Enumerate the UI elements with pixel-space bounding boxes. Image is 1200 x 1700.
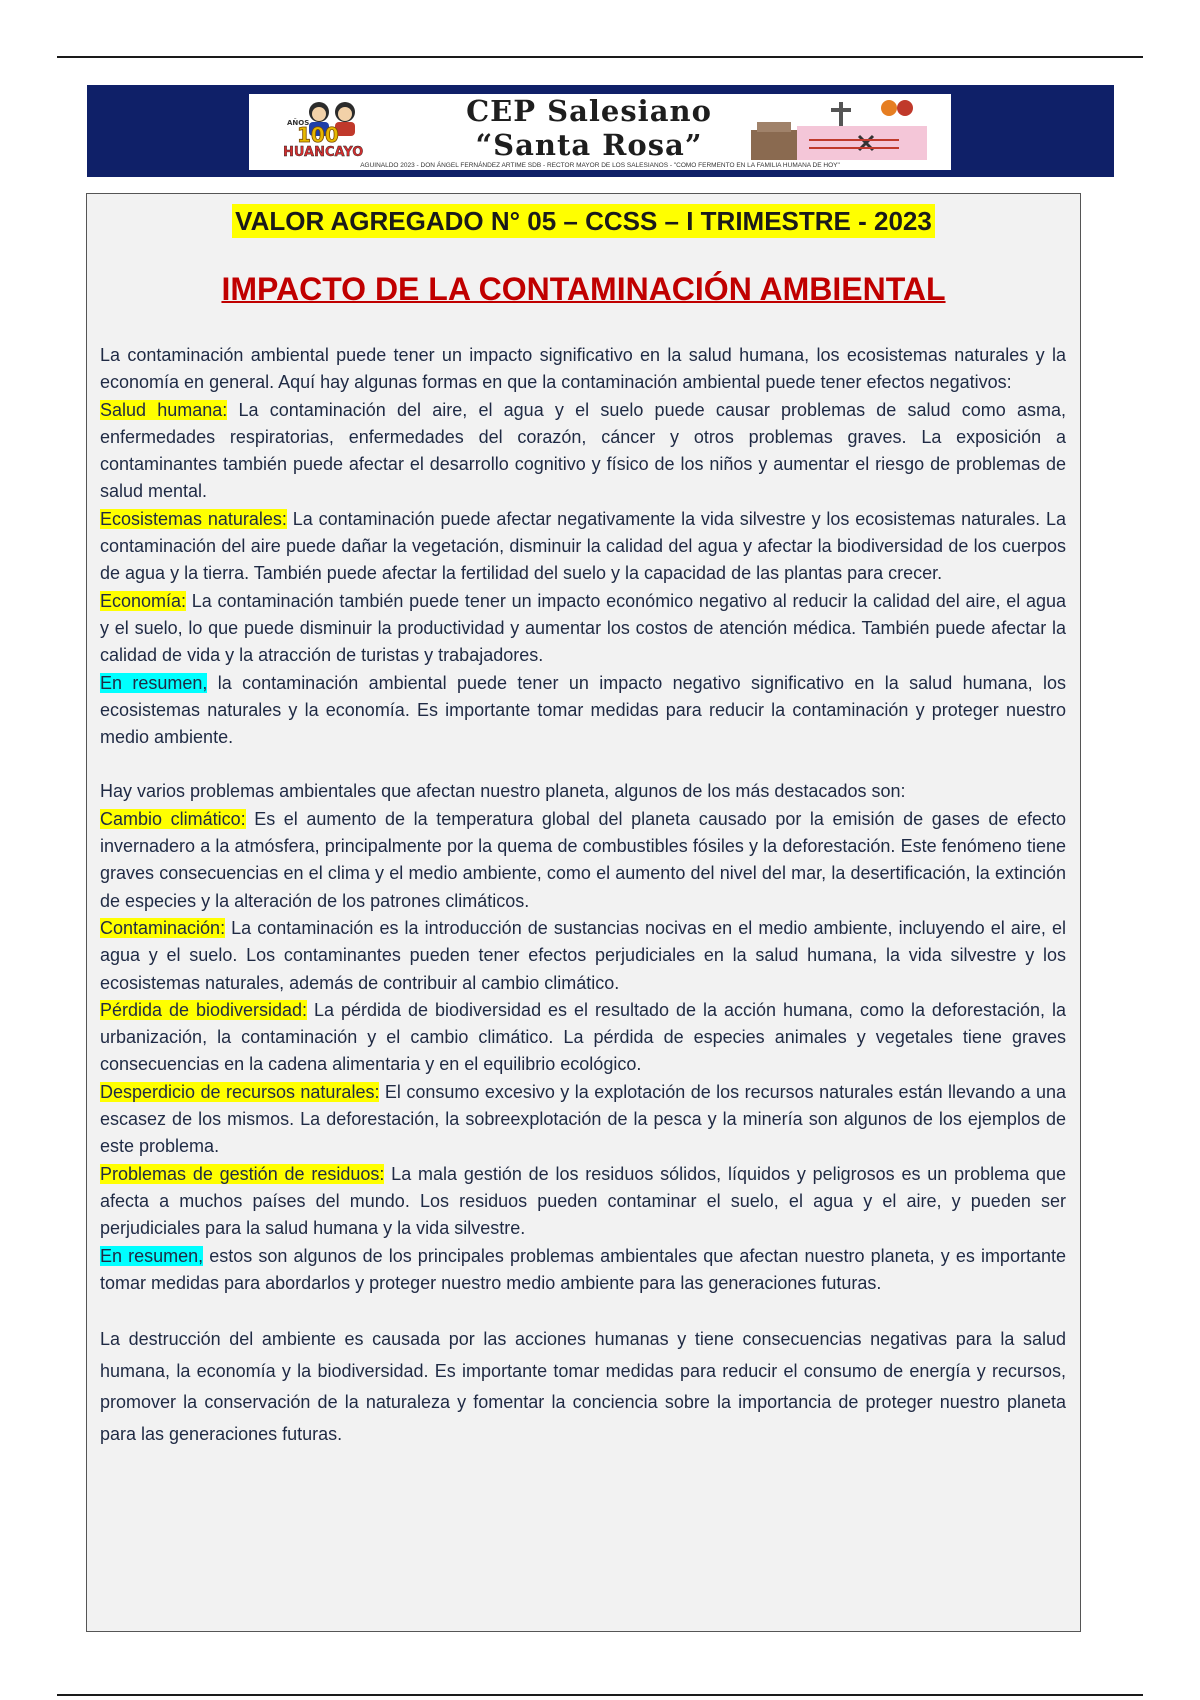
label-highlight: Desperdicio de recursos naturales: [100, 1081, 380, 1102]
header-banner [87, 85, 1114, 177]
paragraph-ecosistemas: Ecosistemas naturales: La contaminación puede afectar negativamente la vida silvestre y los ecosistemas naturales. La contaminación del aire puede dañar la vegetación, disminuir la calidad del agua y afectar la biodiversidad de los cuerpos de agua y la tierra. También puede afectar la fertilidad del suelo y la capacidad de las plantas para crecer. [100, 508, 1066, 584]
label-highlight: Pérdida de biodiversidad: [100, 999, 308, 1020]
summary-highlight: En resumen, [100, 672, 208, 693]
top-rule [57, 56, 1143, 58]
label-highlight: Ecosistemas naturales: [100, 508, 287, 529]
svg-text:AÑOS: AÑOS [287, 119, 310, 127]
summary-paragraph-2: En resumen, estos son algunos de los principales problemas ambientales que afectan nuestro planeta, y es importante tomar medidas para abordarlos y proteger nuestro medio ambiente para las generaciones futuras. [100, 1245, 1066, 1293]
paragraph-biodiversidad: Pérdida de biodiversidad: La pérdida de biodiversidad es el resultado de la acción humana, como la deforestación, la urbanización, la contaminación y el cambio climático. La pérdida de especies animales y vegetales tiene graves consecuencias en la cadena alimentaria y en el equilibrio ecológico. [100, 999, 1066, 1075]
paragraph-cambio-climatico: Cambio climático: Es el aumento de la temperatura global del planeta causado por la emisión de gases de efecto invernadero a la atmósfera, principalmente por la quema de combustibles fósiles y la deforestación. Este fenómeno tiene graves consecuencias en el clima y el medio ambiente, como el aumento del nivel del mar, la desertificación, la extinción de especies y la alteración de los patrones climáticos. [100, 808, 1066, 911]
label-highlight: Cambio climático: [100, 808, 246, 829]
summary-highlight: En resumen, [100, 1245, 204, 1266]
school-name-line2: “Santa Rosa” [475, 128, 703, 162]
paragraph-recursos: Desperdicio de recursos naturales: El consumo excesivo y la explotación de los recursos naturales están llevando a una escasez de los mismos. La deforestación, la sobreexplotación de la pesca y la minería son algunos de los ejemplos de este problema. [100, 1081, 1067, 1157]
label-highlight: Contaminación: [100, 917, 226, 938]
conclusion-paragraph: La destrucción del ambiente es causada por las acciones humanas y tiene consecuencias negativas para la salud humana, la economía y la biodiversidad. Es importante tomar medidas para reducir el consumo de energía y recursos, promover la conservación de la naturaleza y fomentar la conciencia sobre la importancia de proteger nuestro planeta para las generaciones futuras. [100, 1329, 1066, 1444]
summary-paragraph-1: En resumen, la contaminación ambiental puede tener un impacto negativo significativo en la salud humana, los ecosistemas naturales y la economía. Es importante tomar medidas para reducir la contaminación y proteger nuestro medio ambiente. [100, 672, 1066, 748]
paragraph-salud: Salud humana: La contaminación del aire, el agua y el suelo puede causar problemas de salud como asma, enfermedades respiratorias, enfermedades del corazón, cáncer y otros problemas graves. La exposición a contaminantes también puede afectar el desarrollo cognitivo y físico de los niños y aumentar el riesgo de problemas de salud mental. [100, 399, 1066, 502]
paragraph-contaminacion: Contaminación: La contaminación es la introducción de sustancias nocivas en el medio ambiente, incluyendo el aire, el agua y el suelo. Los contaminantes pueden tener efectos perjudiciales en la salud humana, la vida silvestre y los ecosistemas naturales, además de contribuir al cambio climático. [100, 917, 1066, 993]
label-highlight: Problemas de gestión de residuos: [100, 1163, 385, 1184]
bottom-rule [57, 1694, 1143, 1696]
school-logo [249, 94, 951, 170]
school-name-line1: CEP Salesiano [466, 94, 712, 128]
label-highlight: Salud humana: [100, 399, 228, 420]
document-card [86, 193, 1081, 1632]
document-subtitle: VALOR AGREGADO N° 05 – CCSS – I TRIMESTRE - 2023 [232, 204, 935, 238]
svg-text:HUANCAYO: HUANCAYO [283, 145, 364, 158]
aguinaldo-strip: AGUINALDO 2023 - DON ÁNGEL FERNÁNDEZ ARTIME SDB - RECTOR MAYOR DE LOS SALESIANOS - "COMO FERMENTO EN LA FAMILIA HUMANA DE HOY" [360, 162, 840, 169]
intro2-paragraph: Hay varios problemas ambientales que afectan nuestro planeta, algunos de los más destacados son: [100, 781, 906, 802]
document-body [100, 342, 1066, 1450]
anniversary-emblem-icon [257, 98, 397, 158]
label-highlight: Economía: [100, 590, 187, 611]
intro-paragraph: La contaminación ambiental puede tener un impacto significativo en la salud humana, los ecosistemas naturales y la economía en general. Aquí hay algunas formas en que la contaminación ambiental puede tener efectos negativos: [100, 345, 1066, 393]
paragraph-economia: Economía: La contaminación también puede tener un impacto económico negativo al reducir la calidad del aire, el agua y el suelo, lo que puede disminuir la productividad y aumentar los costos de atención médica. También puede afectar la calidad de vida y la atracción de turistas y trabajadores. [100, 590, 1066, 666]
document-title: IMPACTO DE LA CONTAMINACIÓN AMBIENTAL [221, 271, 946, 307]
church-emblem-icon [739, 96, 944, 162]
svg-text:100: 100 [297, 123, 339, 147]
paragraph-residuos: Problemas de gestión de residuos: La mala gestión de los residuos sólidos, líquidos y peligrosos es un problema que afecta a muchos países del mundo. Los residuos pueden contaminar el suelo, el agua y el aire, y pueden ser perjudiciales para la salud humana y la vida silvestre. [100, 1163, 1066, 1239]
